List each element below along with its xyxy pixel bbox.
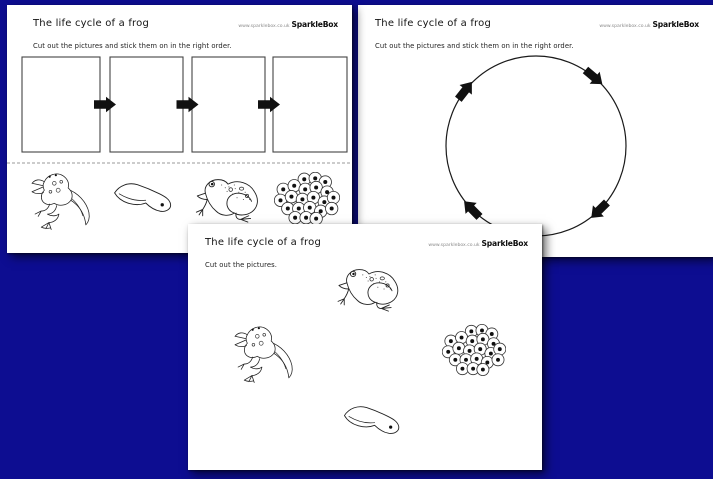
logo-url-text: www.sparklebox.co.uk: [238, 24, 290, 29]
pictures-artwork: [188, 224, 542, 470]
cycle-artwork: [358, 5, 713, 257]
sequence-box-3: [192, 57, 265, 152]
frog-image: [338, 270, 398, 312]
cycle-arrow-icon: [459, 196, 486, 223]
logo-brand-text: SparkleBox: [481, 239, 528, 248]
froglet-image: [32, 174, 89, 230]
frog-image: [196, 180, 257, 222]
logo-url-text: www.sparklebox.co.uk: [428, 243, 480, 248]
right-arrow-icon: [177, 97, 199, 113]
instruction-text: Cut out the pictures.: [205, 261, 278, 269]
worksheet-page-cycle: [358, 5, 713, 257]
logo-brand-text: SparkleBox: [652, 20, 699, 29]
tadpole-image: [344, 407, 398, 434]
sequence-artwork: [7, 5, 352, 253]
froglet-image: [235, 327, 292, 383]
frogspawn-image: [442, 324, 506, 375]
cycle-arrow-icon: [586, 197, 613, 224]
page-title: The life cycle of a frog: [33, 18, 150, 29]
tadpole-image: [115, 184, 171, 212]
instruction-text: Cut out the pictures and stick them on in the right order.: [375, 42, 574, 50]
page-title: The life cycle of a frog: [205, 237, 322, 248]
right-arrow-icon: [258, 97, 280, 113]
sequence-box-1: [22, 57, 100, 152]
worksheet-page-pictures: [188, 224, 542, 470]
logo-brand-text: SparkleBox: [291, 20, 338, 29]
frogspawn-image: [274, 172, 339, 225]
sequence-box-4: [273, 57, 347, 152]
page-title: The life cycle of a frog: [375, 18, 492, 29]
right-arrow-icon: [94, 97, 116, 113]
instruction-text: Cut out the pictures and stick them on in the right order.: [33, 42, 232, 50]
sequence-box-2: [110, 57, 183, 152]
worksheet-page-sequence: [7, 5, 352, 253]
logo-url-text: www.sparklebox.co.uk: [599, 24, 651, 29]
